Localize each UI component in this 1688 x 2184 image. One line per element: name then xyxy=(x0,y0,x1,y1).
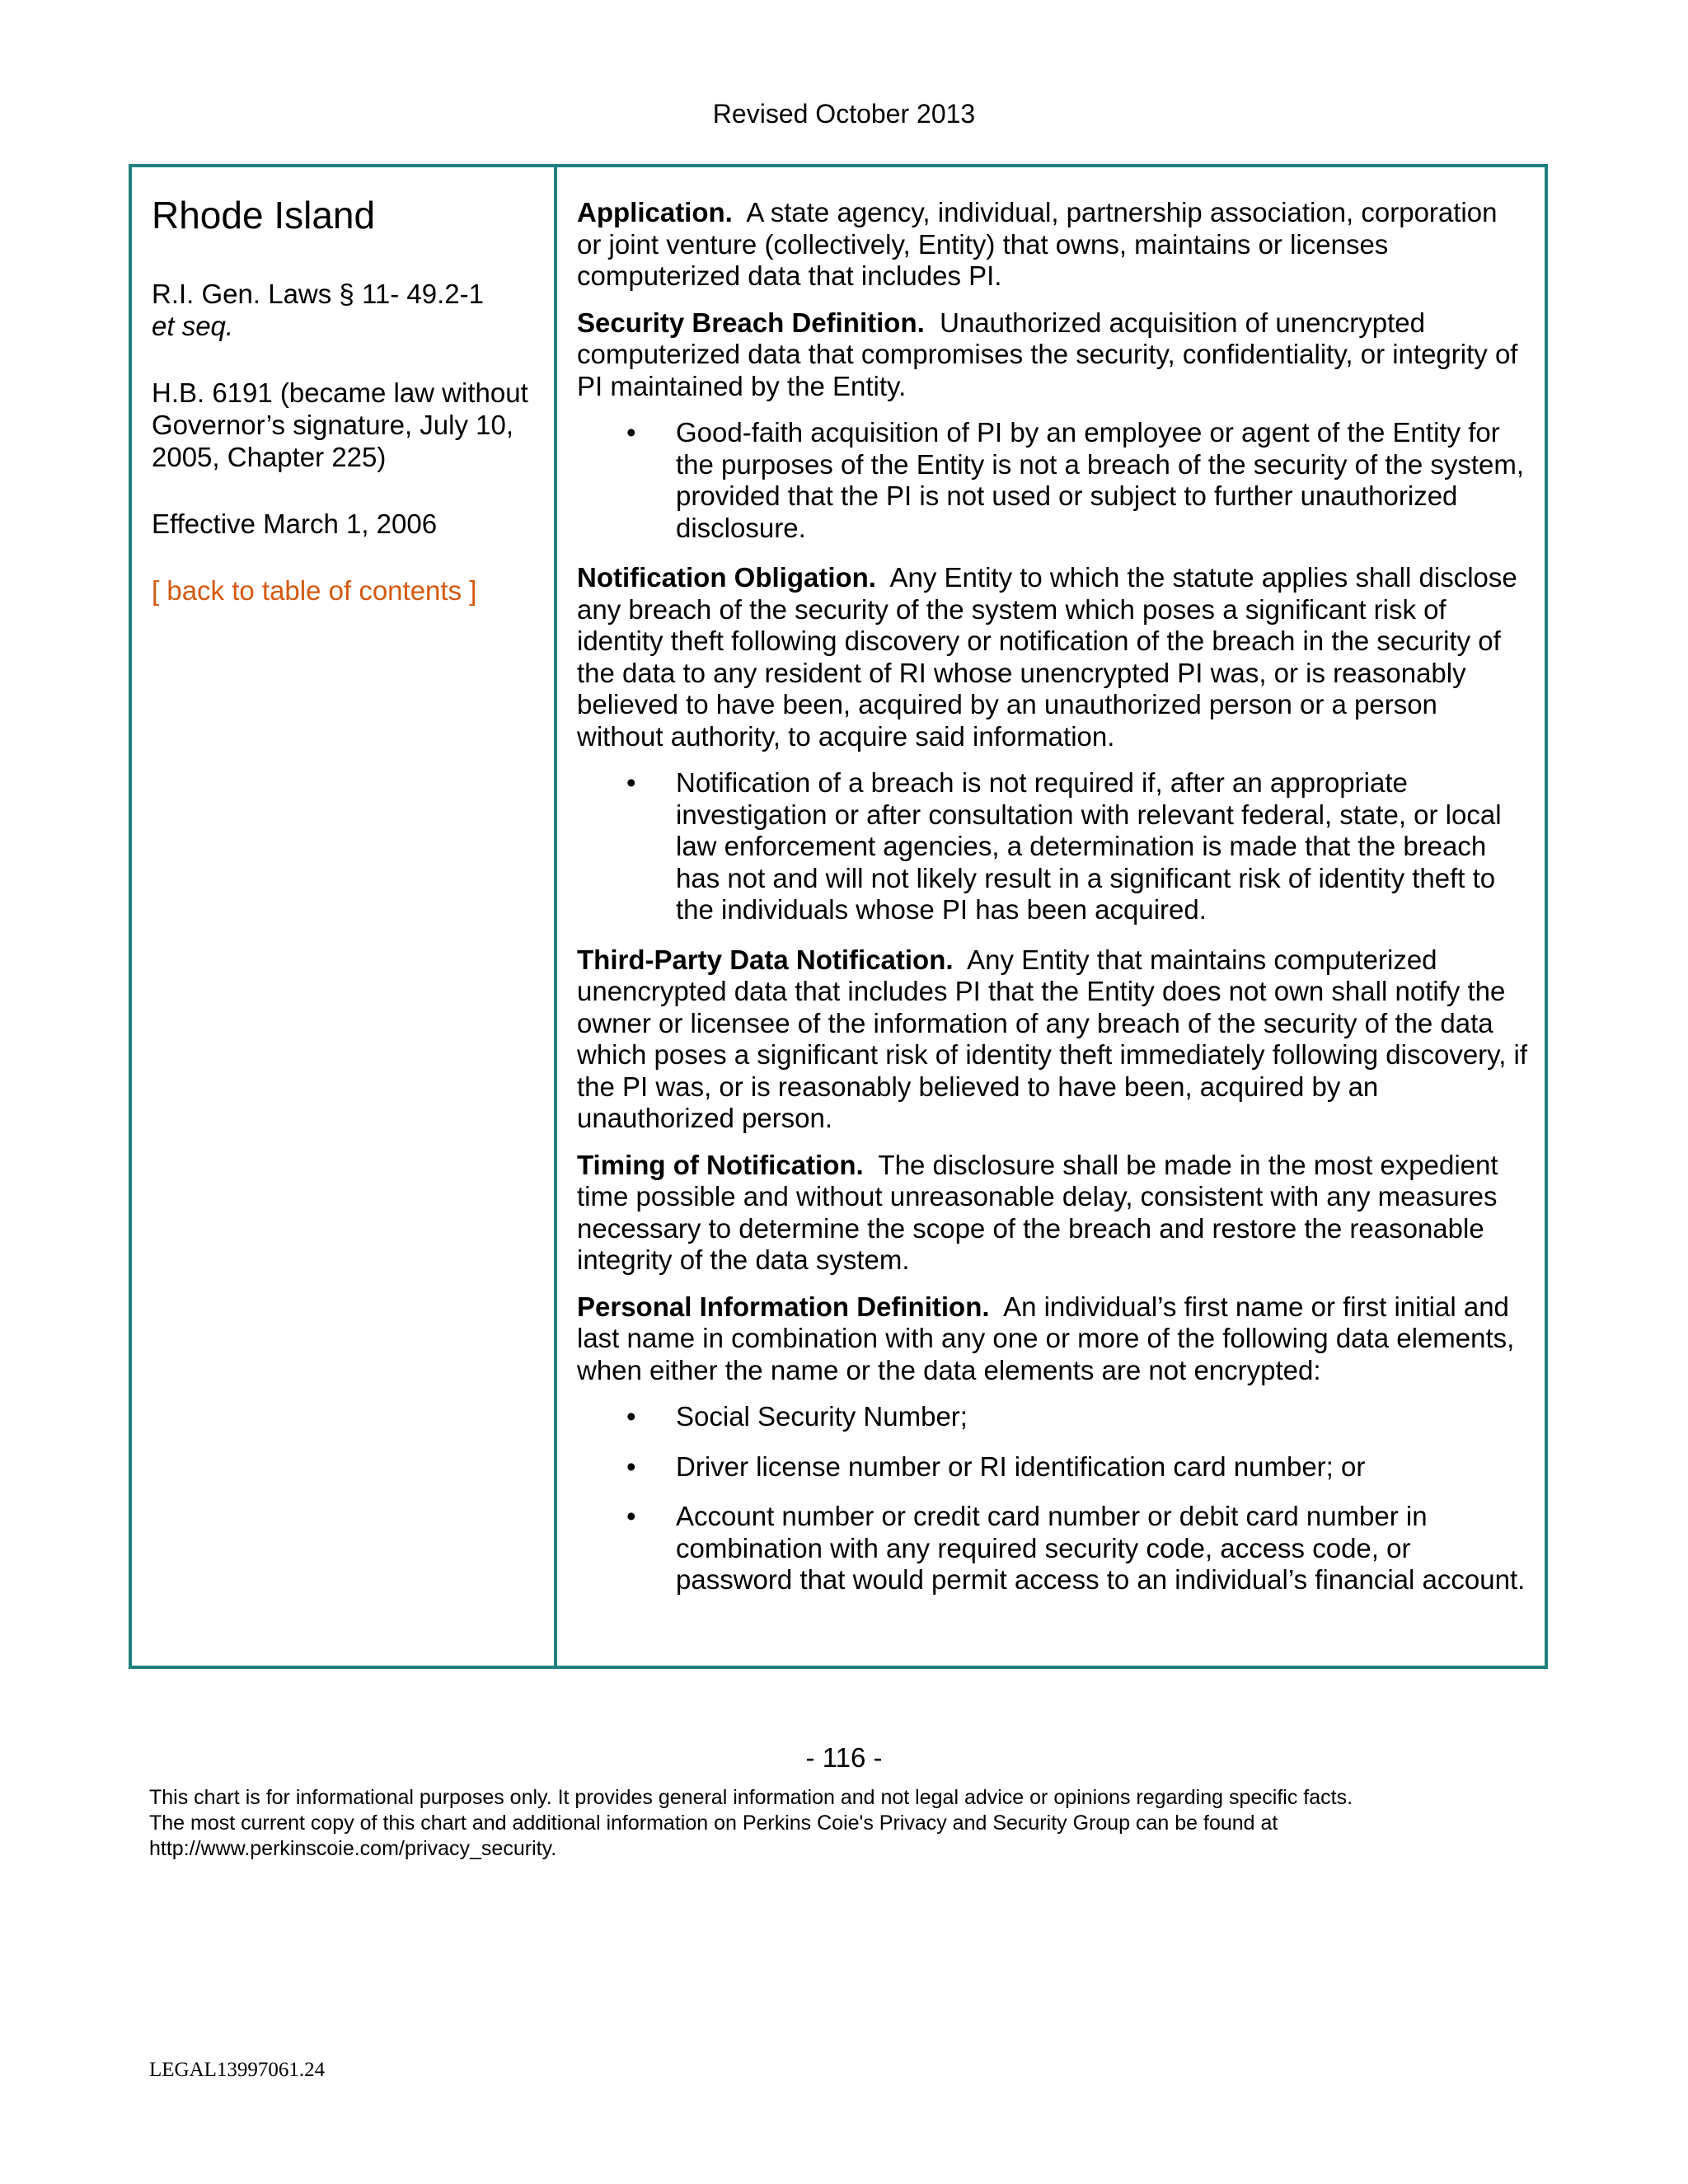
pi-heading: Personal Information Definition. xyxy=(577,1291,990,1322)
list-item: • Good-faith acquisition of PI by an employee or agent of the Entity for the purposes of the Entity is not a breach of the security of the system, provided that the PI is not used or subject to further unauthorized disclosure. xyxy=(577,417,1528,544)
notification-section xyxy=(577,562,1528,752)
list-item: • Social Security Number; xyxy=(577,1401,1528,1433)
effective-date: Effective March 1, 2006 xyxy=(152,509,438,539)
timing-heading: Timing of Notification. xyxy=(577,1149,864,1180)
bill-info: H.B. 6191 (became law without Governor’s signature, July 10, 2005, Chapter 225) xyxy=(152,377,528,472)
pi-section xyxy=(577,1291,1528,1387)
breach-text: Unauthorized acquisition of unencrypted computerized data that compromises the security, confidentiality, or integrity of PI maintained by the Entity. xyxy=(577,307,1518,401)
application-section xyxy=(577,197,1528,293)
third-party-heading: Third-Party Data Notification. xyxy=(577,944,954,975)
breach-section xyxy=(577,307,1528,403)
state-name: Rhode Island xyxy=(152,194,376,237)
third-party-text: Any Entity that maintains computerized unencrypted data that includes PI that the Entity does not own shall notify the owner or licensee of the information of any breach of the security of the data which poses a significant risk of identity theft immediately following discovery, if the PI was, or is reasonably believed to have been, acquired by an unauthorized person. xyxy=(577,944,1528,1133)
revised-date: Revised October 2013 xyxy=(712,99,976,129)
application-heading: Application. xyxy=(577,197,733,227)
third-party-section xyxy=(577,944,1528,1135)
list-item: • Notification of a breach is not required if, after an appropriate investigation or after consultation with relevant federal, state, or local law enforcement agencies, a determination is made that the breach has not and will not likely result in a significant risk of identity theft to the individuals whose PI has been acquired. xyxy=(577,767,1528,926)
notification-bullets xyxy=(577,767,1528,926)
page-number: - 116 - xyxy=(805,1742,883,1773)
citation-text: R.I. Gen. Laws § 11- 49.2-1 xyxy=(152,279,484,309)
application-text: A state agency, individual, partnership association, corporation or joint venture (collectively, Entity) that owns, maintains or licenses computerized data that includes PI. xyxy=(577,197,1498,291)
list-item: • Account number or credit card number or debit card number in combination with any required security code, access code, or password that would permit access to an individual’s financial account. xyxy=(577,1501,1528,1596)
state-column xyxy=(132,167,557,1666)
notification-heading: Notification Obligation. xyxy=(577,562,876,593)
breach-heading: Security Breach Definition. xyxy=(577,307,925,338)
details-column xyxy=(557,167,1545,1666)
timing-section xyxy=(577,1150,1528,1277)
disclaimer-line: The most current copy of this chart and additional information on Perkins Coie's Privacy and Security Group can be found at xyxy=(149,1811,1278,1835)
disclaimer-url: http://www.perkinscoie.com/privacy_security. xyxy=(149,1837,557,1860)
notification-text: Any Entity to which the statute applies shall disclose any breach of the security of the system which poses a significant risk of identity theft following discovery or notification of the breach in the security of the data to any resident of RI whose unencrypted PI was, or is reasonably believed to have been, acquired by an unauthorized person or a person without authority, to acquire said information. xyxy=(577,562,1517,752)
list-item: • Driver license number or RI identification card number; or xyxy=(577,1451,1528,1483)
disclaimer xyxy=(149,1785,1600,1862)
pi-bullets xyxy=(577,1401,1528,1596)
timing-text: The disclosure shall be made in the most expedient time possible and without unreasonable delay, consistent with any measures necessary to determine the scope of the breach and restore the reasonable integrity of the data system. xyxy=(577,1149,1498,1275)
back-to-toc-link[interactable]: [ back to table of contents ] xyxy=(152,575,477,606)
statute-citation xyxy=(152,278,534,342)
pi-text: An individual’s first name or first initial and last name in combination with any one or more of the following data elements, when either the name or the data elements are not encrypted: xyxy=(577,1291,1515,1385)
breach-bullets xyxy=(577,417,1528,544)
document-id: LEGAL13997061.24 xyxy=(149,2059,326,2081)
citation-et-seq: et seq. xyxy=(152,311,234,341)
statute-table xyxy=(129,164,1548,1669)
disclaimer-line: This chart is for informational purposes only. It provides general information and not legal advice or opinions regarding specific facts. xyxy=(149,1786,1353,1809)
